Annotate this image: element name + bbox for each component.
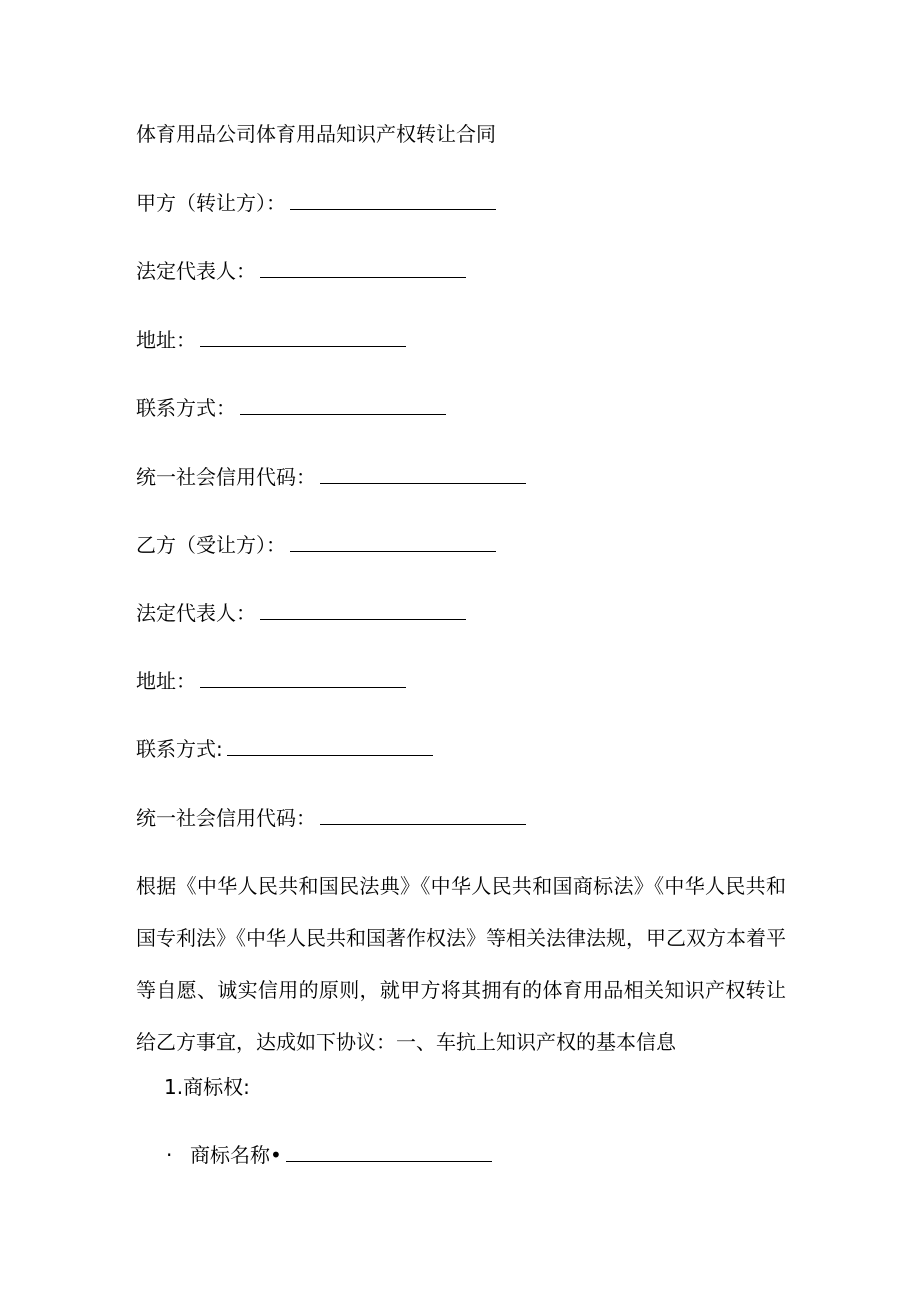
party-a-address-label: 地址： (136, 328, 196, 352)
party-a-rep-label: 法定代表人： (136, 259, 256, 283)
party-a-contact-label: 联系方式： (136, 396, 236, 420)
party-b-rep-row (136, 599, 466, 627)
party-b-credit-blank[interactable] (320, 804, 526, 825)
party-a-heading: 甲方（转让方）： (136, 191, 286, 215)
party-b-rep-blank[interactable] (260, 599, 466, 620)
party-a-rep-blank[interactable] (260, 257, 466, 278)
party-b-address-row (136, 667, 406, 695)
bullet-marker: · (166, 1143, 173, 1167)
section-trademark-heading: 1.商标权: (164, 1075, 250, 1099)
party-a-address-blank[interactable] (200, 326, 406, 347)
trademark-name-label: 商标名称• (190, 1143, 282, 1167)
party-b-address-label: 地址： (136, 669, 196, 693)
party-a-contact-blank[interactable] (240, 394, 446, 415)
party-b-credit-row (136, 804, 526, 832)
party-b-contact-blank[interactable] (227, 735, 433, 756)
trademark-name-blank[interactable] (286, 1141, 492, 1162)
party-b-contact-label: 联系方式: (136, 737, 223, 761)
party-a-contact-row (136, 394, 446, 422)
party-a-credit-label: 统一社会信用代码： (136, 465, 316, 489)
document-title: 体育用品公司体育用品知识产权转让合同 (136, 122, 496, 146)
party-b-heading-row (136, 531, 496, 559)
party-a-heading-row (136, 189, 496, 217)
party-b-name-blank[interactable] (290, 531, 496, 552)
party-a-credit-row (136, 463, 526, 491)
trademark-name-row (166, 1141, 492, 1169)
party-a-credit-blank[interactable] (320, 463, 526, 484)
party-a-rep-row (136, 257, 466, 285)
party-a-name-blank[interactable] (290, 189, 496, 210)
party-b-rep-label: 法定代表人： (136, 601, 256, 625)
party-a-address-row (136, 326, 406, 354)
party-b-heading: 乙方（受让方）： (136, 533, 286, 557)
preamble-paragraph: 根据《中华人民共和国民法典》《中华人民共和国商标法》《中华人民共和国专利法》《中华人民共和国著作权法》等相关法律法规，甲乙双方本着平等自愿、诚实信用的原则，就甲方将其拥有的体育用品相关知识产权转让给乙方事宜，达成如下协议：一、车抗上知识产权的基本信息 (136, 874, 786, 1054)
party-b-contact-row (136, 735, 433, 763)
party-b-address-blank[interactable] (200, 667, 406, 688)
party-b-credit-label: 统一社会信用代码： (136, 806, 316, 830)
